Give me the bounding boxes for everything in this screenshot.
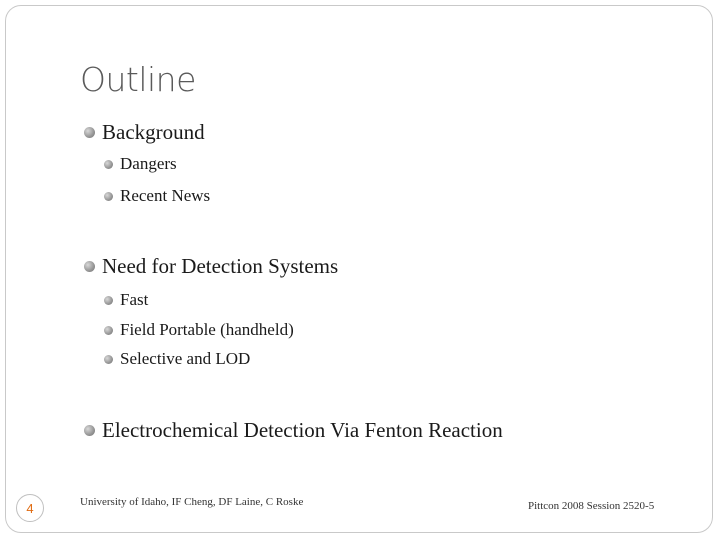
bullet-dot-icon xyxy=(104,192,113,201)
sub-bullet-text: Field Portable (handheld) xyxy=(120,320,294,339)
page-number: 4 xyxy=(26,500,34,516)
bullet-dot-icon xyxy=(104,296,113,305)
bullet-dot-icon xyxy=(84,261,95,272)
sub-bullet-dangers xyxy=(104,154,177,174)
bullet-dot-icon xyxy=(104,160,113,169)
sub-bullet-field-portable xyxy=(104,320,294,340)
slide-title: Outline xyxy=(80,60,196,99)
bullet-text: Background xyxy=(102,120,205,144)
bullet-dot-icon xyxy=(84,127,95,138)
sub-bullet-text: Recent News xyxy=(120,186,211,205)
sub-bullet-text: Dangers xyxy=(120,154,177,173)
bullet-text: Electrochemical Detection Via Fenton Reaction xyxy=(102,418,503,442)
bullet-text: Need for Detection Systems xyxy=(102,254,339,278)
bullet-dot-icon xyxy=(104,326,113,335)
page-number-badge xyxy=(16,494,44,522)
footer-conference: Pittcon 2008 Session 2520-5 xyxy=(528,500,655,512)
sub-bullet-text: Fast xyxy=(120,290,149,309)
sub-bullet-text: Selective and LOD xyxy=(120,349,251,368)
bullet-background xyxy=(84,120,205,145)
sub-bullet-recent-news xyxy=(104,186,210,206)
footer-authors: University of Idaho, IF Cheng, DF Laine, C Roske xyxy=(80,496,304,508)
sub-bullet-selective-lod xyxy=(104,349,250,369)
bullet-need-for-detection xyxy=(84,254,338,279)
bullet-dot-icon xyxy=(104,355,113,364)
sub-bullet-fast xyxy=(104,290,148,310)
bullet-electrochemical-detection xyxy=(84,418,503,443)
bullet-dot-icon xyxy=(84,425,95,436)
